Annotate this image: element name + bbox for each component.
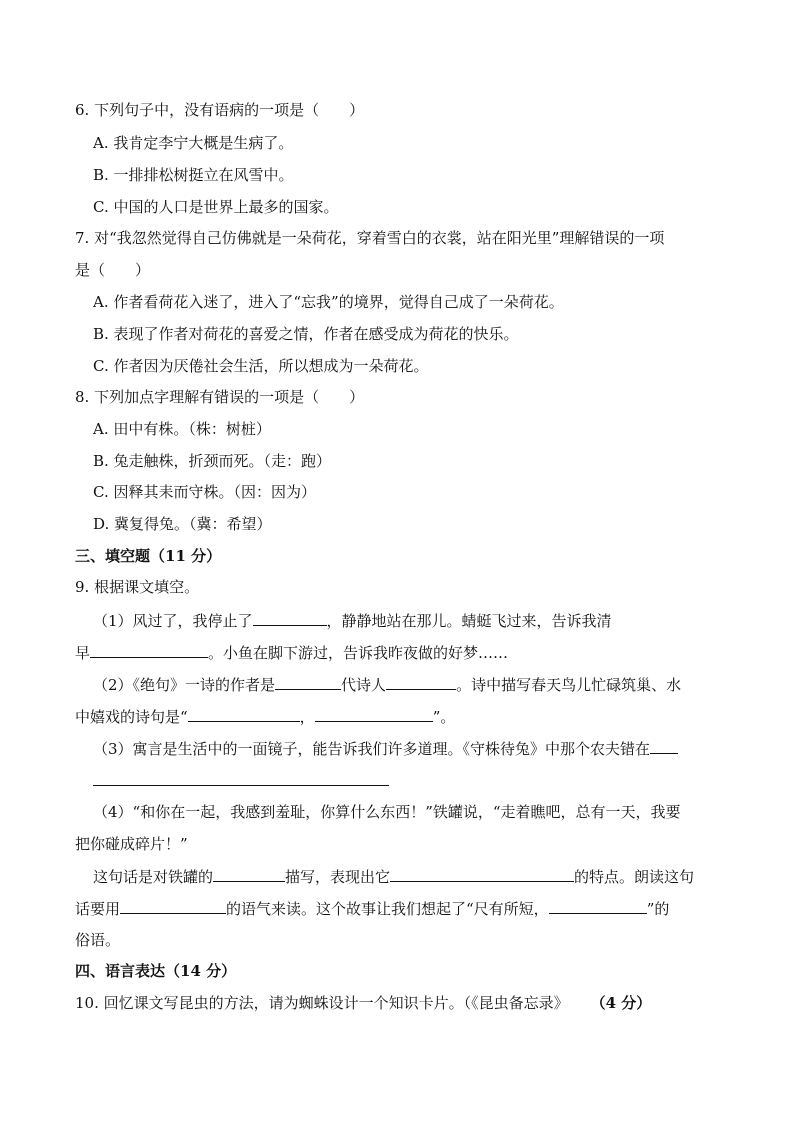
question-7-option-a: A. 作者看荷花入迷了，进入了“忘我”的境界，觉得自己成了一朵荷花。 [93,293,564,311]
answer-blank[interactable] [188,706,300,722]
question-10-stem: 10. 回忆课文写昆虫的方法，请为蜘蛛设计一个知识卡片。（《昆虫备忘录》 （4 分） [75,994,652,1012]
question-9-part-4-line-2: 把你碰成碎片！” [75,835,188,853]
question-8-option-a: A. 田中有株。（株：树桩） [93,420,271,438]
question-6-option-a: A. 我肯定李宁大概是生病了。 [93,134,294,152]
question-8-stem: 8. 下列加点字理解有错误的一项是（ ） [75,388,365,406]
question-8-option-d: D. 冀复得兔。（冀：希望） [93,515,272,533]
question-9-part-5-line-2: 话要用 的语气来读。这个故事让我们想起了“尺有所短， ”的 [75,900,670,918]
question-7-option-b: B. 表现了作者对荷花的喜爱之情，作者在感受成为荷花的快乐。 [93,325,519,343]
question-6-option-b: B. 一排排松树挺立在风雪中。 [93,166,294,184]
question-10-points: （4 分） [590,994,652,1012]
question-9-part-1-line-1: （1）风过了，我停止了 ，静静地站在那儿。蜻蜓飞过来，告诉我清 [93,612,612,630]
question-8-option-c: C. 因释其耒而守株。（因：因为） [93,483,316,501]
question-7-stem: 7. 对“我忽然觉得自己仿佛就是一朵荷花，穿着雪白的衣裳，站在阳光里”理解错误的一项 [75,229,665,247]
question-7-stem-continued: 是（ ） [75,261,151,279]
question-9-part-2-line-1: （2）《绝句》一诗的作者是 代诗人 。诗中描写春天鸟儿忙碌筑巢、水 [93,676,682,694]
section-4-heading: 四、语言表达（14 分） [75,962,237,980]
question-9-part-5-line-1: 这句话是对铁罐的 描写，表现出它 的特点。朗读这句 [93,868,695,886]
answer-blank[interactable] [315,706,433,722]
answer-blank-long[interactable] [93,767,389,786]
answer-blank[interactable] [549,898,647,914]
question-9-part-4-line-1: （4）“和你在一起，我感到羞耻，你算什么东西！”铁罐说，“走着瞧吧，总有一天，我要 [93,803,681,821]
question-9-part-1-line-2: 早 。小鱼在脚下游过，告诉我昨夜做的好梦…… [75,644,509,662]
answer-blank[interactable] [275,674,341,690]
answer-blank[interactable] [213,866,285,882]
answer-blank[interactable] [90,642,208,658]
question-6-option-c: C. 中国的人口是世界上最多的国家。 [93,198,339,216]
question-7-option-c: C. 作者因为厌倦社会生活，所以想成为一朵荷花。 [93,357,429,375]
section-3-heading: 三、填空题（11 分） [75,547,222,565]
answer-blank[interactable] [386,674,456,690]
question-9-part-2-line-2: 中嬉戏的诗句是“ ， ”。 [75,708,456,726]
question-6-stem: 6. 下列句子中，没有语病的一项是（ ） [75,101,365,119]
question-9-stem: 9. 根据课文填空。 [75,578,200,596]
answer-blank[interactable] [120,898,226,914]
question-9-part-3-line-1: （3）寓言是生活中的一面镜子，能告诉我们许多道理。《守株待兔》中那个农夫错在 [93,738,678,759]
question-8-option-b: B. 兔走触株，折颈而死。（走：跑） [93,452,332,470]
answer-blank[interactable] [650,738,678,754]
answer-blank[interactable] [253,610,327,626]
question-9-part-5-line-3: 俗语。 [75,931,121,949]
answer-blank[interactable] [390,866,574,882]
